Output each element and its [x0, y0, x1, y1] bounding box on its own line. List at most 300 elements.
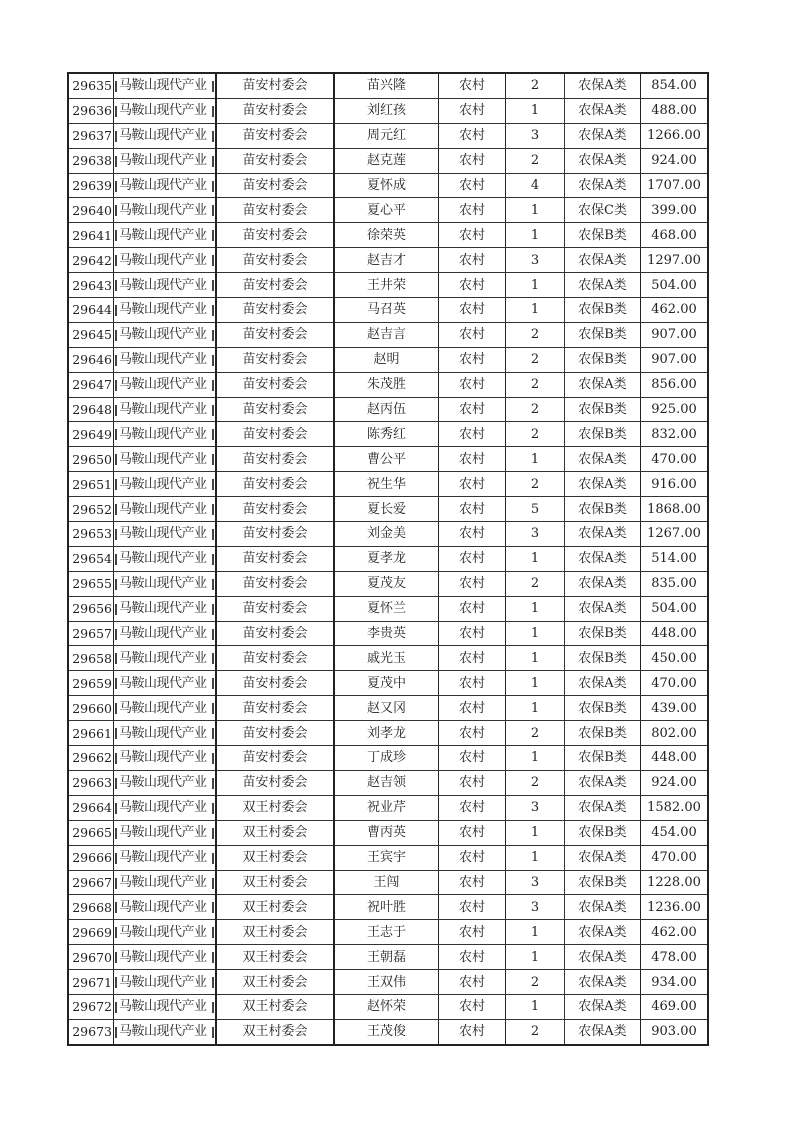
district-cell: [114, 273, 217, 298]
table-row: [68, 447, 708, 472]
amount-cell: 470.00: [641, 447, 709, 472]
record-id-cell: 29635: [68, 73, 114, 98]
member-count-cell: 2: [506, 970, 565, 995]
insurance-category-cell: 农保B类: [565, 397, 641, 422]
village-committee-cell: 苗安村委会: [216, 472, 334, 497]
household-type-cell: 农村: [439, 994, 506, 1019]
table-row: [68, 73, 708, 98]
amount-cell: 907.00: [641, 322, 709, 347]
table-row: [68, 123, 708, 148]
village-committee-cell: 苗安村委会: [216, 248, 334, 273]
amount-cell: 454.00: [641, 820, 709, 845]
insurance-category-cell: 农保A类: [565, 522, 641, 547]
district-text: 马鞍山现代产业: [119, 451, 207, 467]
insurance-category-cell: 农保A类: [565, 148, 641, 173]
record-id-cell: 29639: [68, 173, 114, 198]
household-type-cell: 农村: [439, 273, 506, 298]
insurance-category-cell: 农保B类: [565, 298, 641, 323]
insurance-category-cell: 农保A类: [565, 671, 641, 696]
district-cell: [114, 123, 217, 148]
district-cell: [114, 372, 217, 397]
amount-cell: 1266.00: [641, 123, 709, 148]
district-text: 马鞍山现代产业: [119, 277, 207, 293]
person-name-cell: 王双伟: [334, 970, 439, 995]
district-text: 马鞍山现代产业: [119, 675, 207, 691]
record-id-cell: 29655: [68, 571, 114, 596]
district-cell: [114, 322, 217, 347]
village-committee-cell: 双王村委会: [216, 945, 334, 970]
district-text: 马鞍山现代产业: [119, 576, 207, 592]
district-cell: [114, 422, 217, 447]
member-count-cell: 5: [506, 497, 565, 522]
village-committee-cell: 苗安村委会: [216, 372, 334, 397]
person-name-cell: 夏茂中: [334, 671, 439, 696]
person-name-cell: 李贵英: [334, 621, 439, 646]
district-cell: [114, 497, 217, 522]
household-type-cell: 农村: [439, 422, 506, 447]
member-count-cell: 3: [506, 248, 565, 273]
village-committee-cell: 苗安村委会: [216, 696, 334, 721]
person-name-cell: 赵又冈: [334, 696, 439, 721]
district-text: 马鞍山现代产业: [119, 924, 207, 940]
household-type-cell: 农村: [439, 795, 506, 820]
records-table: [67, 72, 709, 1046]
household-type-cell: 农村: [439, 223, 506, 248]
member-count-cell: 3: [506, 522, 565, 547]
village-committee-cell: 苗安村委会: [216, 298, 334, 323]
member-count-cell: 2: [506, 73, 565, 98]
district-cell: [114, 870, 217, 895]
amount-cell: 903.00: [641, 1019, 709, 1044]
district-cell: [114, 696, 217, 721]
amount-cell: 469.00: [641, 994, 709, 1019]
amount-cell: 468.00: [641, 223, 709, 248]
insurance-category-cell: 农保B类: [565, 621, 641, 646]
table-row: [68, 497, 708, 522]
member-count-cell: 2: [506, 422, 565, 447]
village-committee-cell: 苗安村委会: [216, 273, 334, 298]
record-id-cell: 29642: [68, 248, 114, 273]
table-row: [68, 372, 708, 397]
record-id-cell: 29637: [68, 123, 114, 148]
amount-cell: 907.00: [641, 347, 709, 372]
record-id-cell: 29646: [68, 347, 114, 372]
district-cell: [114, 596, 217, 621]
amount-cell: 925.00: [641, 397, 709, 422]
insurance-category-cell: 农保B类: [565, 820, 641, 845]
person-name-cell: 赵明: [334, 347, 439, 372]
table-row: [68, 970, 708, 995]
table-row: [68, 1019, 708, 1044]
member-count-cell: 2: [506, 372, 565, 397]
member-count-cell: 2: [506, 721, 565, 746]
district-cell: [114, 770, 217, 795]
table-row: [68, 397, 708, 422]
amount-cell: 448.00: [641, 621, 709, 646]
district-text: 马鞍山现代产业: [119, 700, 207, 716]
table-row: [68, 770, 708, 795]
household-type-cell: 农村: [439, 770, 506, 795]
insurance-category-cell: 农保B类: [565, 646, 641, 671]
district-cell: [114, 970, 217, 995]
district-text: 马鞍山现代产业: [119, 78, 207, 94]
record-id-cell: 29658: [68, 646, 114, 671]
table-row: [68, 795, 708, 820]
table-row: [68, 148, 708, 173]
insurance-category-cell: 农保C类: [565, 198, 641, 223]
district-text: 马鞍山现代产业: [119, 302, 207, 318]
district-cell: [114, 198, 217, 223]
table-row: [68, 298, 708, 323]
household-type-cell: 农村: [439, 646, 506, 671]
household-type-cell: 农村: [439, 173, 506, 198]
person-name-cell: 王闯: [334, 870, 439, 895]
record-id-cell: 29657: [68, 621, 114, 646]
amount-cell: 924.00: [641, 770, 709, 795]
village-committee-cell: 双王村委会: [216, 870, 334, 895]
record-id-cell: 29665: [68, 820, 114, 845]
amount-cell: 1236.00: [641, 895, 709, 920]
district-text: 马鞍山现代产业: [119, 626, 207, 642]
district-cell: [114, 148, 217, 173]
district-cell: [114, 571, 217, 596]
person-name-cell: 赵丙伍: [334, 397, 439, 422]
insurance-category-cell: 农保A类: [565, 1019, 641, 1044]
member-count-cell: 1: [506, 820, 565, 845]
village-committee-cell: 苗安村委会: [216, 173, 334, 198]
household-type-cell: 农村: [439, 522, 506, 547]
person-name-cell: 夏怀成: [334, 173, 439, 198]
district-cell: [114, 347, 217, 372]
district-text: 马鞍山现代产业: [119, 202, 207, 218]
person-name-cell: 曹丙英: [334, 820, 439, 845]
district-cell: [114, 546, 217, 571]
village-committee-cell: 苗安村委会: [216, 621, 334, 646]
member-count-cell: 2: [506, 148, 565, 173]
record-id-cell: 29673: [68, 1019, 114, 1044]
table-row: [68, 646, 708, 671]
insurance-category-cell: 农保B类: [565, 721, 641, 746]
district-text: 马鞍山现代产业: [119, 551, 207, 567]
insurance-category-cell: 农保A类: [565, 970, 641, 995]
amount-cell: 470.00: [641, 845, 709, 870]
record-id-cell: 29664: [68, 795, 114, 820]
person-name-cell: 夏茂友: [334, 571, 439, 596]
household-type-cell: 农村: [439, 920, 506, 945]
record-id-cell: 29671: [68, 970, 114, 995]
insurance-category-cell: 农保A类: [565, 596, 641, 621]
table-row: [68, 845, 708, 870]
table-row: [68, 895, 708, 920]
district-cell: [114, 472, 217, 497]
insurance-category-cell: 农保B类: [565, 322, 641, 347]
member-count-cell: 1: [506, 945, 565, 970]
household-type-cell: 农村: [439, 73, 506, 98]
amount-cell: 478.00: [641, 945, 709, 970]
member-count-cell: 2: [506, 770, 565, 795]
table-row: [68, 671, 708, 696]
household-type-cell: 农村: [439, 970, 506, 995]
district-cell: [114, 945, 217, 970]
district-text: 马鞍山现代产业: [119, 327, 207, 343]
district-text: 马鞍山现代产业: [119, 501, 207, 517]
record-id-cell: 29643: [68, 273, 114, 298]
insurance-category-cell: 农保B类: [565, 870, 641, 895]
village-committee-cell: 苗安村委会: [216, 522, 334, 547]
table-row: [68, 546, 708, 571]
insurance-category-cell: 农保A类: [565, 770, 641, 795]
household-type-cell: 农村: [439, 322, 506, 347]
member-count-cell: 1: [506, 994, 565, 1019]
person-name-cell: 王井荣: [334, 273, 439, 298]
table-row: [68, 472, 708, 497]
table-body: [68, 73, 708, 1045]
amount-cell: 1297.00: [641, 248, 709, 273]
village-committee-cell: 苗安村委会: [216, 646, 334, 671]
table-row: [68, 347, 708, 372]
amount-cell: 835.00: [641, 571, 709, 596]
village-committee-cell: 苗安村委会: [216, 148, 334, 173]
insurance-category-cell: 农保A类: [565, 173, 641, 198]
village-committee-cell: 苗安村委会: [216, 223, 334, 248]
person-name-cell: 夏怀兰: [334, 596, 439, 621]
insurance-category-cell: 农保A类: [565, 447, 641, 472]
member-count-cell: 1: [506, 696, 565, 721]
amount-cell: 854.00: [641, 73, 709, 98]
household-type-cell: 农村: [439, 596, 506, 621]
table-row: [68, 522, 708, 547]
person-name-cell: 夏长爱: [334, 497, 439, 522]
household-type-cell: 农村: [439, 546, 506, 571]
household-type-cell: 农村: [439, 895, 506, 920]
person-name-cell: 马召英: [334, 298, 439, 323]
household-type-cell: 农村: [439, 98, 506, 123]
record-id-cell: 29670: [68, 945, 114, 970]
record-id-cell: 29647: [68, 372, 114, 397]
member-count-cell: 1: [506, 920, 565, 945]
person-name-cell: 王志于: [334, 920, 439, 945]
insurance-category-cell: 农保B类: [565, 422, 641, 447]
person-name-cell: 赵吉才: [334, 248, 439, 273]
household-type-cell: 农村: [439, 372, 506, 397]
district-text: 马鞍山现代产业: [119, 850, 207, 866]
district-cell: [114, 920, 217, 945]
table-row: [68, 223, 708, 248]
amount-cell: 514.00: [641, 546, 709, 571]
record-id-cell: 29669: [68, 920, 114, 945]
member-count-cell: 4: [506, 173, 565, 198]
district-text: 马鞍山现代产业: [119, 999, 207, 1015]
member-count-cell: 1: [506, 223, 565, 248]
household-type-cell: 农村: [439, 696, 506, 721]
table-row: [68, 98, 708, 123]
household-type-cell: 农村: [439, 397, 506, 422]
village-committee-cell: 苗安村委会: [216, 73, 334, 98]
village-committee-cell: 苗安村委会: [216, 746, 334, 771]
person-name-cell: 丁成珍: [334, 746, 439, 771]
person-name-cell: 夏心平: [334, 198, 439, 223]
record-id-cell: 29666: [68, 845, 114, 870]
district-text: 马鞍山现代产业: [119, 874, 207, 890]
person-name-cell: 夏孝龙: [334, 546, 439, 571]
table-row: [68, 322, 708, 347]
amount-cell: 448.00: [641, 746, 709, 771]
person-name-cell: 徐荣英: [334, 223, 439, 248]
household-type-cell: 农村: [439, 721, 506, 746]
table-row: [68, 248, 708, 273]
household-type-cell: 农村: [439, 845, 506, 870]
table-row: [68, 596, 708, 621]
member-count-cell: 2: [506, 472, 565, 497]
member-count-cell: 1: [506, 596, 565, 621]
district-text: 马鞍山现代产业: [119, 974, 207, 990]
village-committee-cell: 苗安村委会: [216, 322, 334, 347]
member-count-cell: 1: [506, 273, 565, 298]
district-text: 马鞍山现代产业: [119, 650, 207, 666]
amount-cell: 450.00: [641, 646, 709, 671]
insurance-category-cell: 农保A类: [565, 98, 641, 123]
table-row: [68, 721, 708, 746]
insurance-category-cell: 农保A类: [565, 845, 641, 870]
person-name-cell: 刘金美: [334, 522, 439, 547]
amount-cell: 462.00: [641, 298, 709, 323]
district-cell: [114, 721, 217, 746]
member-count-cell: 1: [506, 198, 565, 223]
record-id-cell: 29654: [68, 546, 114, 571]
district-text: 马鞍山现代产业: [119, 377, 207, 393]
amount-cell: 1868.00: [641, 497, 709, 522]
member-count-cell: 1: [506, 671, 565, 696]
district-cell: [114, 98, 217, 123]
household-type-cell: 农村: [439, 571, 506, 596]
table-row: [68, 994, 708, 1019]
person-name-cell: 祝生华: [334, 472, 439, 497]
member-count-cell: 1: [506, 646, 565, 671]
insurance-category-cell: 农保A类: [565, 571, 641, 596]
record-id-cell: 29662: [68, 746, 114, 771]
village-committee-cell: 苗安村委会: [216, 596, 334, 621]
table-row: [68, 273, 708, 298]
village-committee-cell: 双王村委会: [216, 795, 334, 820]
district-text: 马鞍山现代产业: [119, 153, 207, 169]
village-committee-cell: 双王村委会: [216, 820, 334, 845]
amount-cell: 856.00: [641, 372, 709, 397]
village-committee-cell: 苗安村委会: [216, 497, 334, 522]
district-text: 马鞍山现代产业: [119, 725, 207, 741]
village-committee-cell: 双王村委会: [216, 1019, 334, 1044]
member-count-cell: 1: [506, 746, 565, 771]
member-count-cell: 2: [506, 347, 565, 372]
record-id-cell: 29641: [68, 223, 114, 248]
amount-cell: 1228.00: [641, 870, 709, 895]
insurance-category-cell: 农保A类: [565, 945, 641, 970]
insurance-category-cell: 农保A类: [565, 248, 641, 273]
table-row: [68, 820, 708, 845]
person-name-cell: 祝业芹: [334, 795, 439, 820]
village-committee-cell: 苗安村委会: [216, 123, 334, 148]
district-text: 马鞍山现代产业: [119, 476, 207, 492]
record-id-cell: 29667: [68, 870, 114, 895]
table-row: [68, 621, 708, 646]
amount-cell: 924.00: [641, 148, 709, 173]
amount-cell: 439.00: [641, 696, 709, 721]
district-cell: [114, 994, 217, 1019]
insurance-category-cell: 农保A类: [565, 994, 641, 1019]
district-cell: [114, 621, 217, 646]
table-row: [68, 870, 708, 895]
district-cell: [114, 248, 217, 273]
district-text: 马鞍山现代产业: [119, 601, 207, 617]
household-type-cell: 农村: [439, 298, 506, 323]
record-id-cell: 29638: [68, 148, 114, 173]
district-text: 马鞍山现代产业: [119, 750, 207, 766]
district-cell: [114, 73, 217, 98]
amount-cell: 1582.00: [641, 795, 709, 820]
record-id-cell: 29645: [68, 322, 114, 347]
village-committee-cell: 双王村委会: [216, 895, 334, 920]
household-type-cell: 农村: [439, 1019, 506, 1044]
amount-cell: 504.00: [641, 596, 709, 621]
record-id-cell: 29656: [68, 596, 114, 621]
district-text: 马鞍山现代产业: [119, 949, 207, 965]
record-id-cell: 29653: [68, 522, 114, 547]
village-committee-cell: 双王村委会: [216, 920, 334, 945]
amount-cell: 934.00: [641, 970, 709, 995]
amount-cell: 1707.00: [641, 173, 709, 198]
member-count-cell: 1: [506, 845, 565, 870]
district-cell: [114, 845, 217, 870]
person-name-cell: 戚光玉: [334, 646, 439, 671]
member-count-cell: 1: [506, 98, 565, 123]
district-text: 马鞍山现代产业: [119, 775, 207, 791]
person-name-cell: 苗兴隆: [334, 73, 439, 98]
insurance-category-cell: 农保B类: [565, 696, 641, 721]
person-name-cell: 赵吉领: [334, 770, 439, 795]
district-cell: [114, 646, 217, 671]
member-count-cell: 1: [506, 447, 565, 472]
amount-cell: 802.00: [641, 721, 709, 746]
record-id-cell: 29663: [68, 770, 114, 795]
record-id-cell: 29636: [68, 98, 114, 123]
household-type-cell: 农村: [439, 497, 506, 522]
person-name-cell: 曹公平: [334, 447, 439, 472]
village-committee-cell: 苗安村委会: [216, 397, 334, 422]
person-name-cell: 朱茂胜: [334, 372, 439, 397]
district-text: 马鞍山现代产业: [119, 825, 207, 841]
insurance-category-cell: 农保A类: [565, 472, 641, 497]
district-cell: [114, 173, 217, 198]
table-row: [68, 173, 708, 198]
person-name-cell: 刘红孩: [334, 98, 439, 123]
district-text: 马鞍山现代产业: [119, 899, 207, 915]
household-type-cell: 农村: [439, 746, 506, 771]
member-count-cell: 2: [506, 1019, 565, 1044]
amount-cell: 488.00: [641, 98, 709, 123]
record-id-cell: 29672: [68, 994, 114, 1019]
table-row: [68, 746, 708, 771]
insurance-category-cell: 农保A类: [565, 73, 641, 98]
district-text: 马鞍山现代产业: [119, 1024, 207, 1040]
household-type-cell: 农村: [439, 248, 506, 273]
village-committee-cell: 双王村委会: [216, 845, 334, 870]
person-name-cell: 王宾宇: [334, 845, 439, 870]
village-committee-cell: 苗安村委会: [216, 98, 334, 123]
district-cell: [114, 895, 217, 920]
amount-cell: 504.00: [641, 273, 709, 298]
household-type-cell: 农村: [439, 671, 506, 696]
household-type-cell: 农村: [439, 148, 506, 173]
district-cell: [114, 447, 217, 472]
